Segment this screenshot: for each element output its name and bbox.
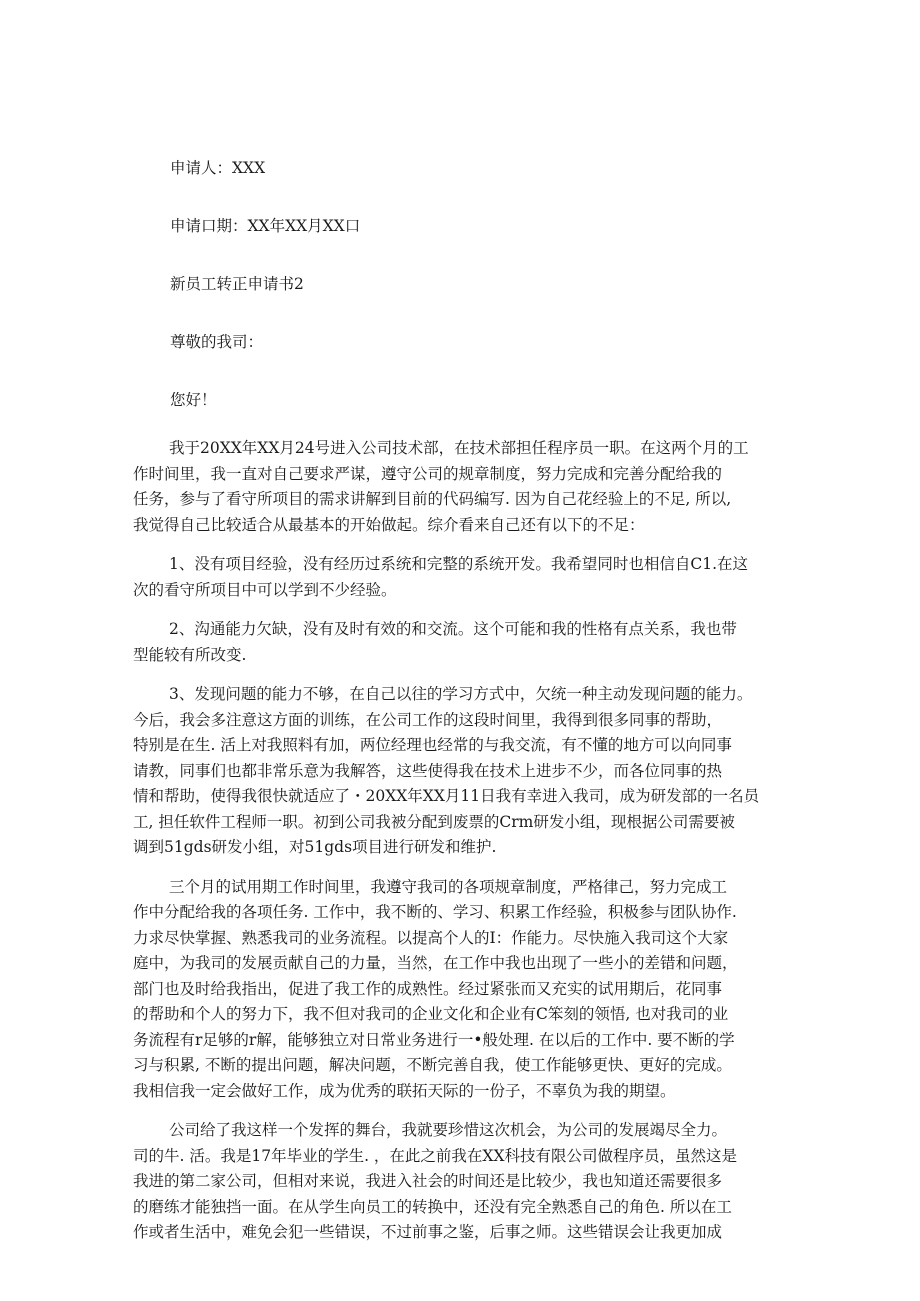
paragraph-line: 作或者生活中，难免会犯一些错误，不过前事之鉴，后事之师。这些错误会让我更加成 [133, 1223, 723, 1241]
paragraph-line: 习与积累, 不断的提出问题，解决问题，不断完善自我，使工作能够更快、更好的完成。 [133, 1056, 732, 1074]
document-title: 新员工转正申请书2 [170, 275, 304, 293]
paragraph-line: 我进的第二家公司，但相对来说，我进入社会的时间还是比较少，我也知道还需要很多 [133, 1172, 723, 1190]
paragraph-line: 今后，我会多注意这方面的训练，在公司工作的这段时间里，我得到很多同事的帮助， [133, 710, 723, 729]
paragraph-closing [133, 1118, 793, 1246]
paragraph-line: 部门也及时给我指出，促进了我工作的成熟性。经过紧张而又充实的试用期后，花同事 [133, 979, 723, 998]
paragraph-line: 3、发现问题的能力不够，在自己以往的学习方式中，欠统一种主动发现问题的能力。 [169, 685, 753, 703]
salutation: 尊敬的我司： [170, 333, 264, 351]
paragraph-line: 我觉得自己比较适合从最基本的开始做起。综介看来自己还有以下的不足： [133, 515, 645, 534]
paragraph-intro [133, 436, 793, 538]
paragraph-line: 我相信我一定会做好工作，成为优秀的联拓天际的一份子，不辜负为我的期望。 [133, 1081, 676, 1100]
paragraph-line: 任务，参与了看守所项目的需求讲解到目前的代码编写. 因为自己花经验上的不足, 所以, [133, 490, 732, 508]
paragraph-point-3 [133, 682, 793, 861]
paragraph-line: 的磨练才能独挡一面。在从学生向员工的转换中，还没有完全熟悉自己的角色. 所以在工 [133, 1197, 732, 1216]
paragraph-line: 特别是在生. 活上对我照料有加，两位经理也经常的与我交流，有不懂的地方可以向同事 [133, 736, 732, 754]
applicant-line: 申请人：XXX [170, 159, 266, 177]
paragraph-line: 三个月的试用期工作时间里，我遵守我司的各项规章制度，严格律己，努力完成工 [169, 877, 728, 896]
paragraph-line: 1、没有项目经验，没有经历过系统和完整的系统开发。我希望同时也相信自C1.在这 [169, 555, 749, 573]
paragraph-line: 我于20XX年XX月24号进入公司技术部，在技术部担任程序员一职。在这两个月的工 [169, 439, 749, 457]
paragraph-point-1 [133, 552, 793, 603]
paragraph-line: 庭中，为我司的发展贡献自己的力量，当然，在工作中我也出现了一些小的差错和问题， [133, 954, 738, 972]
document-page [133, 156, 793, 1260]
paragraph-line: 型能较有所改变. [133, 645, 247, 664]
greeting: 您好！ [170, 391, 217, 409]
paragraph-line: 司的牛. 活。我是17年毕业的学生. ，在此之前我在XX科技有限公司做程序员，虽然这是 [133, 1146, 738, 1165]
paragraph-line: 务流程有r足够的r解，能够独立对日常业务进行一•般处理. 在以后的工作中. 要不断的学 [133, 1030, 735, 1049]
date-line: 申请口期：XX年XX月XX口 [170, 217, 361, 235]
paragraph-line: 2、沟通能力欠缺，没有及时有效的和交流。这个可能和我的性格有点关系，我也带 [169, 620, 737, 638]
paragraph-line: 调到51gds研发小组，对51gds项目进行研发和维护. [133, 838, 497, 856]
paragraph-line: 公司给了我这样一个发挥的舞台，我就要珍惜这次机会，为公司的发展竭尽全力。 [169, 1121, 728, 1139]
paragraph-line: 请教，同事们也都非常乐意为我解答，这些使得我在技术上进步不少，而各位同事的热 [133, 761, 723, 780]
paragraph-probation [133, 875, 793, 1105]
paragraph-line: 作中分配给我的各项任务. 工作中，我不断的、学习、积累工作经验，积极参与团队协作. [133, 903, 737, 921]
paragraph-line: 次的看守所项目中可以学到不少经验。 [133, 580, 397, 599]
paragraph-line: 作时间里，我一直对自己要求严谋，遵守公司的规章制度，努力完成和完善分配给我的 [133, 464, 723, 483]
paragraph-line: 情和帮助，使得我很快就适应了・20XX年XX月11日我有幸进入我司，成为研发部的一名员 [133, 787, 760, 805]
paragraph-line: 的帮助和个人的努力下，我不但对我司的企业文化和企业有C笨刻的领悟, 也对我司的业 [133, 1005, 729, 1023]
paragraph-line: 力求尽快掌握、熟悉我司的业务流程。以提高个人的I：作能力。尽快施入我司这个大家 [133, 928, 729, 947]
paragraph-line: 工, 担任软件工程师一职。初到公司我被分配到废票的Crm研发小组，现根据公司需要被 [133, 812, 735, 831]
paragraph-point-2 [133, 617, 793, 668]
